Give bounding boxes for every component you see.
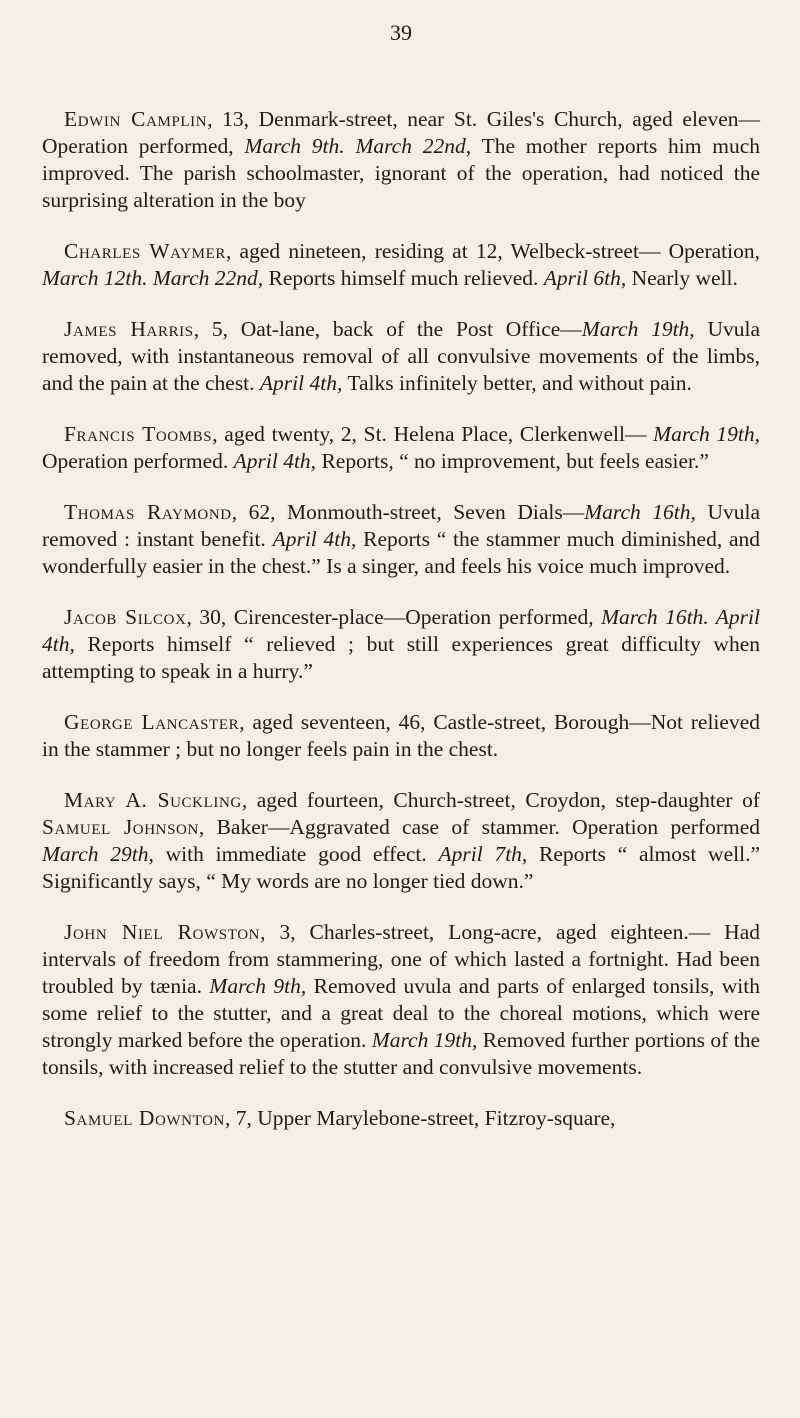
case-text: The mother reports him much improved. The parish schoolmaster, ignorant of the operation, had noticed the surprising alteration in the boy <box>42 134 760 212</box>
date-text: March 12th. March 22nd, <box>42 266 264 290</box>
date-text: March 19th, <box>653 422 761 446</box>
case-text: Reports “ almost well.” Significantly says, “ My words are no longer tied down.” <box>42 842 760 893</box>
patient-name: John Niel Rowston <box>64 920 261 944</box>
case-text: Uvula removed, with instantaneous removal of all convulsive movements of the limbs, and the pain at the chest. <box>42 317 760 395</box>
patient-name: George Lancaster <box>64 710 240 734</box>
case-text: , aged twenty, 2, St. Helena Place, Clerkenwell— <box>212 422 654 446</box>
case-text: with immediate good effect. <box>153 842 439 866</box>
case-text: , 7, Upper Marylebone-street, Fitzroy-square, <box>224 1106 616 1130</box>
case-text: , aged fourteen, Church-street, Croydon, step-daughter of <box>241 788 760 812</box>
case-entry <box>42 316 760 397</box>
date-text: March 9th, <box>209 974 307 998</box>
case-entry <box>42 499 760 580</box>
case-text: Reports, “ no improvement, but feels easier.” <box>316 449 709 473</box>
case-text: Reports himself much relieved. <box>263 266 544 290</box>
case-text: , Baker—Aggravated case of stammer. Operation performed <box>198 815 760 839</box>
date-text: April 7th, <box>438 842 528 866</box>
date-text: April 4th, <box>259 371 343 395</box>
case-entry <box>42 919 760 1081</box>
case-entry <box>42 421 760 475</box>
date-text: April 4th, <box>272 527 357 551</box>
patient-name: Jacob Silcox <box>64 605 187 629</box>
date-text: April 4th, <box>233 449 317 473</box>
case-entry <box>42 709 760 763</box>
case-entry <box>42 106 760 214</box>
case-text: , aged seventeen, 46, Castle-street, Borough—Not relieved in the stammer ; but no longer feels pain in the chest. <box>42 710 760 761</box>
case-list <box>42 106 760 1132</box>
case-text: , 5, Oat-lane, back of the Post Office— <box>193 317 582 341</box>
case-entry <box>42 787 760 895</box>
case-text: Removed uvula and parts of enlarged tonsils, with some relief to the stutter, and a great deal to the choreal motions, which were strongly marked before the operation. <box>42 974 760 1052</box>
case-text: , aged nineteen, residing at 12, Welbeck-street— Operation, <box>225 239 760 263</box>
case-text: Nearly well. <box>626 266 738 290</box>
case-entry <box>42 238 760 292</box>
date-text: March 19th, <box>371 1028 478 1052</box>
date-text: March 29th, <box>42 842 154 866</box>
case-text: Uvula removed : instant benefit. <box>42 500 760 551</box>
case-text: Operation performed. <box>42 449 234 473</box>
date-text: March 19th, <box>581 317 695 341</box>
date-text: March 16th. April 4th, <box>42 605 760 656</box>
case-entry <box>42 604 760 685</box>
patient-name: Francis Toombs <box>64 422 213 446</box>
case-entry <box>42 1105 760 1132</box>
patient-name: Samuel Johnson <box>42 815 199 839</box>
case-text: , 3, Charles-street, Long-acre, aged eighteen.— Had intervals of freedom from stammering, one of which lasted a fortnight. Had been troubled by tænia. <box>42 920 760 998</box>
patient-name: Thomas Raymond <box>64 500 232 524</box>
case-text: , 62, Monmouth-street, Seven Dials— <box>231 500 585 524</box>
patient-name: James Harris <box>64 317 194 341</box>
patient-name: Samuel Downton <box>64 1106 225 1130</box>
case-text: Removed further portions of the tonsils, with increased relief to the stutter and convulsive movements. <box>42 1028 760 1079</box>
patient-name: Mary A. Suckling <box>64 788 242 812</box>
case-text: Reports himself “ relieved ; but still experiences great difficulty when attempting to speak in a hurry.” <box>42 632 760 683</box>
date-text: March 16th, <box>584 500 696 524</box>
case-text: , 13, Denmark-street, near St. Giles's Church, aged eleven—Operation performed, <box>42 107 760 158</box>
patient-name: Charles Waymer <box>64 239 226 263</box>
date-text: April 6th, <box>543 266 627 290</box>
patient-name: Edwin Camplin <box>64 107 208 131</box>
case-text: , 30, Cirencester-place—Operation performed, <box>186 605 602 629</box>
case-text: Reports “ the stammer much diminished, and wonderfully easier in the chest.” Is a singer, and feels his voice much improved. <box>42 527 761 578</box>
date-text: March 9th. March 22nd, <box>244 134 472 158</box>
case-text: Talks infinitely better, and without pain. <box>342 371 692 395</box>
page-number: 39 <box>390 20 412 45</box>
